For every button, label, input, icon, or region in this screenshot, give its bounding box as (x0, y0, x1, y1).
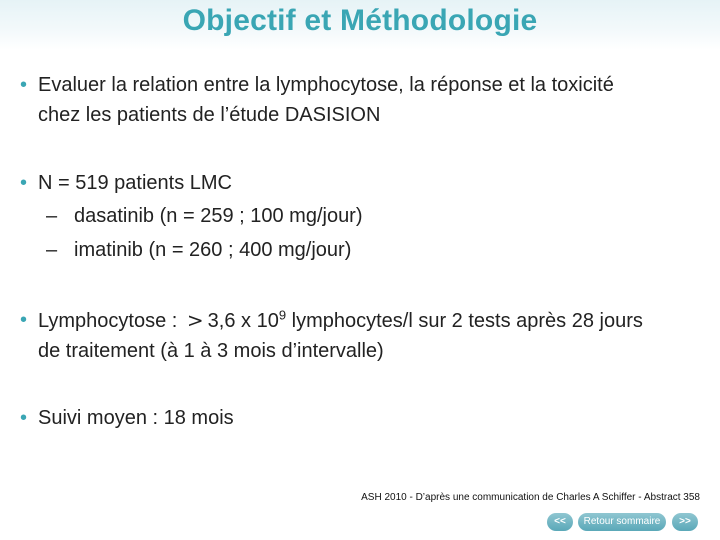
bullet-objective-line2: chez les patients de l’étude DASISION (38, 104, 381, 126)
bullet-objective (20, 70, 710, 130)
next-slide-button[interactable]: >> (672, 513, 698, 531)
greater-than-symbol: > (186, 308, 204, 332)
bullet-icon: • (20, 309, 28, 331)
sub-bullet-dasatinib-text: dasatinib (n = 259 ; 100 mg/jour) (74, 205, 363, 227)
bullet-lymphocytosis-text (38, 305, 710, 366)
source-footnote: ASH 2010 - D’après une communication de Charles A Schiffer - Abstract 358 (361, 492, 700, 503)
return-to-summary-button[interactable]: Retour sommaire (578, 513, 666, 531)
bullet-lymphocytosis-line2: de traitement (à 1 à 3 mois d’intervalle) (38, 340, 384, 362)
lymphocytosis-suffix: lymphocytes/l sur 2 tests après 28 jours (291, 310, 643, 332)
bullet-icon: • (20, 407, 28, 429)
bullet-icon: • (20, 74, 28, 96)
sub-bullet-imatinib-text: imatinib (n = 260 ; 400 mg/jour) (74, 239, 352, 261)
bullet-objective-text (38, 70, 710, 130)
slide-title: Objectif et Méthodologie (182, 4, 538, 37)
bullet-population-text: N = 519 patients LMC (38, 172, 232, 194)
bullet-icon: • (20, 172, 28, 194)
bullet-follow-up-text: Suivi moyen : 18 mois (38, 407, 234, 429)
bullet-population (20, 168, 710, 198)
bullet-follow-up (20, 403, 710, 433)
bullet-lymphocytosis (20, 305, 710, 366)
bullet-lymphocytosis-line1 (38, 305, 710, 336)
lymphocytosis-value: 3,6 x 10 (207, 310, 279, 332)
previous-slide-button[interactable]: << (547, 513, 573, 531)
sub-bullet-dasatinib (46, 201, 706, 231)
dash-icon: – (46, 239, 58, 261)
sub-bullet-imatinib (46, 235, 706, 265)
lymphocytosis-exponent: 9 (278, 307, 287, 323)
bullet-objective-line1: Evaluer la relation entre la lymphocytose, la réponse et la toxicité (38, 74, 614, 96)
lymphocytosis-label: Lymphocytose : (38, 310, 178, 332)
dash-icon: – (46, 205, 58, 227)
